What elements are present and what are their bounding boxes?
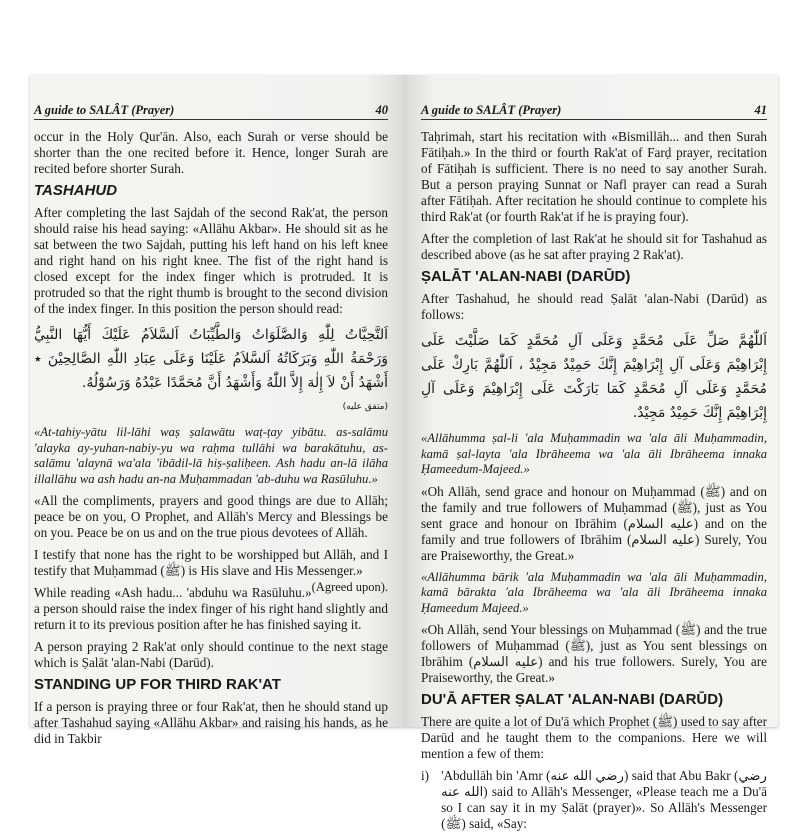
paragraph: After Tashahud, he should read Ṣalāt 'alan-Nabi (Darūd) as follows: [421,291,767,322]
running-title: A guide to SALÂT (Prayer) [421,103,562,117]
paragraph: Taḥrimah, start his recitation with «Bismillāh... and then Surah Fātiḥah.» In the third or fourth Rak'at of Farḍ prayer, recitation of Fātiḥah is sufficient. There is no need to say another Surah. But a person praying Sunnat or Nafl prayer can read a Surah after Fātiḥah. After recitation he should continue to complete his third Rak'at (or fourth Rak'at if he is praying four). [421,129,767,224]
arabic-agreed-note: (متفق عليه) [342,402,388,412]
translation: «Oh Allāh, send Your blessings on Muḥammad (ﷺ) and the true followers of Muḥammad (ﷺ), just as You sent blessings on Ibrāhim (عليه السلام) and his true followers. Surely, You are Praiseworthy, the Great.» [421,622,768,685]
paragraph: occur in the Holy Qur'ān. Also, each Surah or verse should be shorter than the one recited before it. Hence, longer Surah are recited before shorter Surah. [34,129,388,176]
paragraph: While reading «Ash hadu... 'abduhu wa Rasūluhu.» a person should raise the index finger of his right hand slightly and return it to its previous position after he has finished saying it. [34,585,388,632]
translation: «Oh Allāh, send grace and honour on Muḥammad (ﷺ) and on the family and true followers of Muḥammad (ﷺ), just as You sent grace and honour on Ibrāhim (عليه السلام) and on the family and true followers of Ibrāhim (عليه السلام) Surely, You are Praiseworthy, the Great.» [421,483,768,563]
left-page-body [34,129,388,753]
paragraph: After the completion of last Rak'at he should sit for Tashahud as described above (as he sat after praying 2 Rak'at). [421,231,767,262]
translation-text: I testify that none has the right to be worshipped but Allāh, and I testify that Muḥammad (ﷺ) is His slave and His Messenger.» [34,547,388,578]
agreed-note: (Agreed upon). [311,580,388,594]
running-title: A guide to SALÂT (Prayer) [34,103,175,117]
open-book [30,75,778,831]
section-heading-standing: STANDING UP FOR THIRD RAK'AT [34,676,281,693]
transliteration: «At-tahiy-yātu lil-lāhi waṣ ṣalawātu waṭ-ṭay yibātu. as-salāmu 'alayka ay-yuhan-nabiy-yu wa raḥma tullāhi wa barakātuhu, as-salāmu 'alaynā wa'ala 'ibādil-lā hiṣ-ṣaliḥeen. Ash hadu an-lā ilāha illallāhu wa ash hadu an-na Muḥammadan 'ab-duhu wa Rasūluhu.» [34,425,388,486]
translation: «All the compliments, prayers and good things are due to Allāh; peace be on you, O Prophet, and Allāh's Mercy and Blessings be on you. Peace be on us and on the true pious devotees of Allāh. [34,493,388,540]
section-heading-tashahud: TASHAHUD [34,182,118,199]
list-item-text: 'Abdullāh bin 'Amr (رضي الله عنه) said that Abu Bakr (رضي الله عنه) said to Allāh's Messenger, «Please teach me a Du'ā so I can say it in my Ṣalāt (prayer)». So Allāh's Messenger (ﷺ) said, «Say: [441,768,767,831]
left-page-header [34,103,388,120]
left-page [30,75,403,746]
transliteration: «Allāhumma bārik 'ala Muḥammadin wa 'ala āli Muḥammadin, kamā bārakta 'ala Ibrāheema wa 'ala āli Ibrāheema innaka Ḥameedum Majeed.» [421,569,767,615]
right-page-header [421,103,767,120]
paragraph: If a person is praying three or four Rak'at, then he should stand up after Tashahud saying «Allāhu Akbar» and raising his hands, as he did in Takbir [34,699,388,746]
paragraph: A person praying 2 Rak'at only should continue to the next stage which is Ṣalāt 'alan-Nabi (Darūd). [34,639,388,670]
translation [34,547,388,594]
list-item [421,768,767,832]
list-item-number: i) [421,768,430,783]
right-page [403,75,778,831]
paragraph: After completing the last Sajdah of the second Rak'at, the person should raise his head saying: «Allāhu Akbar». He should sit as he sat between the two Sajdah, putting his left hand on his left knee and right hand on his right knee. The fist of the right hand is closed except for the index finger which is protruded. It is protruded so that the right thumb is brought to the second division of the index finger. In this position the person should read: [34,205,388,316]
transliteration: «Allāhumma ṣal-li 'ala Muḥammadin wa 'ala āli Muḥammadin, kamā ṣal-layta 'ala Ibrāheema wa 'ala āli Ibrāheema innaka Ḥameedum-Majeed.» [421,431,767,476]
right-page-body [421,129,767,832]
section-heading-salat: ṢALĀT 'ALAN-NABI (DARŪD) [421,268,631,285]
arabic-tashahud: اَلتَّحِيَّاتُ لِلّٰهِ وَالصَّلَوَاتُ وَالطَّيِّبَاتُ اَلسَّلاَمُ عَلَيْكَ أَيُّهَا النَّبِيُّ وَرَحْمَةُ اللّٰهِ وَبَرَكَاتُهُ اَلسَّلاَمُ عَلَيْنَا وَعَلَى عِبَادِ اللّٰهِ الصَّالِحِيْنَ ٭ أَشْهَدُ أَنْ لاَ إِلٰهَ إِلاَّ اللّٰهُ وَأَشْهَدُ أَنَّ مُحَمَّدًا عَبْدُهُ وَرَسُوْلُهُ. [34,327,388,391]
page-number: 40 [375,103,388,117]
paragraph: There are quite a lot of Du'ā which Prophet (ﷺ) used to say after Darūd and he taught them to the companions. Here we will mention a few of them: [421,714,767,761]
page-number: 41 [754,103,767,117]
section-heading-dua: DU'Ā AFTER ṢALAT 'ALAN-NABI (DARŪD) [421,691,724,708]
arabic-darud: اَللّٰهُمَّ صَلِّ عَلَى مُحَمَّدٍ وَعَلَى آلِ مُحَمَّدٍ كَمَا صَلَّيْتَ عَلَى إِبْرَاهِيْمَ وَعَلَى آلِ إِبْرَاهِيْمَ إِنَّكَ حَمِيْدٌ مَجِيْدٌ ، اَللّٰهُمَّ بَارِكْ عَلَى مُحَمَّدٍ وَعَلَى آلِ مُحَمَّدٍ كَمَا بَارَكْتَ عَلَى إِبْرَاهِيْمَ وَعَلَى آلِ إِبْرَاهِيْمَ إِنَّكَ حَمِيْدٌ مَجِيْدٌ. [421,333,767,421]
